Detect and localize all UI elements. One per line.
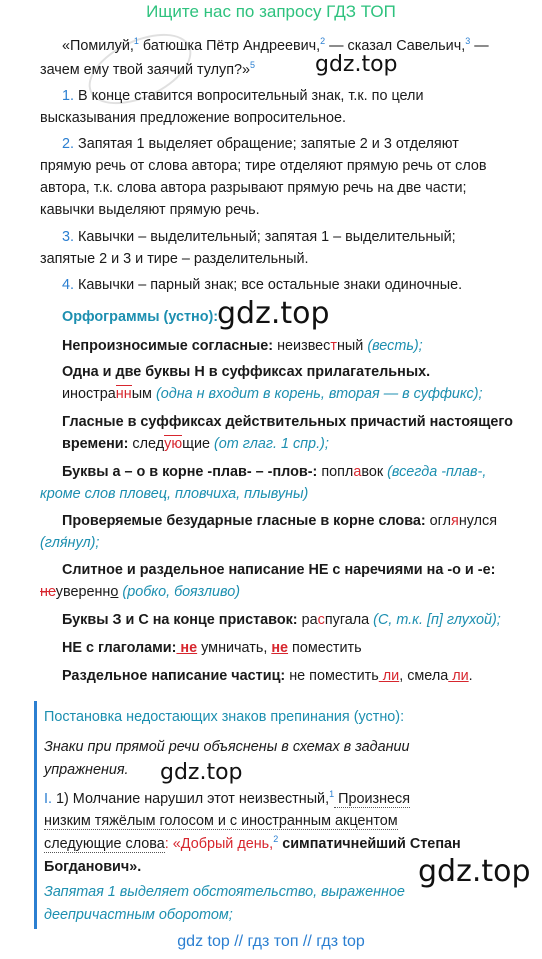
explanation-line-2: деепричастным оборотом; — [44, 907, 233, 923]
section-note-line-1: Знаки при прямой речи объяснены в схемах в задании — [44, 739, 410, 755]
point-2-line-2: прямую речь от слова автора; тире отделяют прямую речь от слов — [40, 158, 487, 174]
watermark: gdz.top — [160, 760, 243, 785]
point-2-line-1: 2. Запятая 1 выделяет обращение; запятые 2 и 3 отделяют — [62, 136, 459, 152]
quote-line-1: «Помилуй,$^1$ батюшка Пётр Андреевич,$^2$ — сказал Савельич,$^3$ — — [62, 36, 489, 54]
orthogram-row-6-head: Слитное и раздельное написание НЕ с наречиями на -о и -е: — [62, 562, 496, 578]
orthogram-row-4: Буквы а – о в корне -плав- – -плов-: поплавок (всегда -плав-, — [62, 464, 487, 480]
point-1-line-2: высказывания предложение вопросительное. — [40, 110, 347, 126]
explanation-line-1: Запятая 1 выделяет обстоятельство, выраженное — [44, 884, 405, 900]
orthogram-row-4-note: кроме слов пловец, пловчиха, плывуны) — [40, 486, 309, 502]
example-line-1: I. 1) Молчание нарушил этот неизвестный,$^1$ Произнеся — [44, 789, 411, 807]
example-line-4: Богданович». — [44, 859, 142, 875]
example-line-2: низким тяжёлым голосом и с иностранным акцентом — [44, 813, 398, 829]
orthogram-row-5: Проверяемые безударные гласные в корне слова: оглянулся — [62, 513, 498, 529]
point-3-line-1: 3. Кавычки – выделительный; запятая 1 – выделительный; — [62, 229, 456, 245]
section-title: Постановка недостающих знаков препинания (устно): — [44, 709, 405, 725]
section-note-line-2: упражнения. — [44, 762, 129, 778]
orthogram-row-7: Буквы З и С на конце приставок: распугала (С, т.к. [п] глухой); — [62, 612, 501, 628]
point-3-line-2: запятые 2 и 3 и тире – разделительный. — [40, 251, 309, 267]
orthogram-row-3-head: Гласные в суффиксах действительных причастий настоящего — [62, 414, 513, 430]
orthogram-row-8: НЕ с глаголами: не умничать, не поместить — [62, 640, 362, 656]
orthogram-row-5-note: (гля́нул); — [40, 535, 100, 551]
watermark: gdz.top — [217, 296, 330, 331]
point-1-line-1: 1. В конце ставится вопросительный знак, т.к. по цели — [62, 88, 424, 104]
section-accent-bar — [34, 701, 37, 929]
point-2-line-3: автора, т.к. слова автора разрывают прямую речь на две части; — [40, 180, 467, 196]
orthogram-row-9: Раздельное написание частиц: не поместить ли, смела ли. — [62, 668, 473, 684]
orthograms-title: Орфограммы (устно): — [62, 309, 219, 325]
quote-line-2: зачем ему твой заячий тулуп?»$^5$ — [40, 60, 256, 78]
orthogram-row-3: времени: следующие (от глаг. 1 спр.); — [62, 436, 329, 452]
orthogram-row-2: иностранным (одна н входит в корень, вторая — в суффикс); — [62, 386, 483, 402]
search-banner: Ищите нас по запросу ГДЗ ТОП — [146, 2, 396, 21]
orthogram-row-6: неуверенно (робко, боязливо) — [40, 584, 241, 600]
point-2-line-4: кавычки выделяют прямую речь. — [40, 202, 260, 218]
watermark: gdz.top — [418, 854, 531, 889]
orthogram-row-2-head: Одна и две буквы Н в суффиксах прилагательных. — [62, 364, 431, 380]
orthogram-row-1: Непроизносимые согласные: неизвестный (весть); — [62, 338, 423, 354]
point-4-line-1: 4. Кавычки – парный знак; все остальные знаки одиночные. — [62, 277, 463, 293]
example-line-3: следующие слова: «Добрый день,$^2$ симпатичнейший Степан — [44, 834, 461, 852]
watermark: gdz.top — [315, 52, 398, 77]
footer-links[interactable]: gdz top // гдз топ // гдз top — [177, 933, 365, 950]
